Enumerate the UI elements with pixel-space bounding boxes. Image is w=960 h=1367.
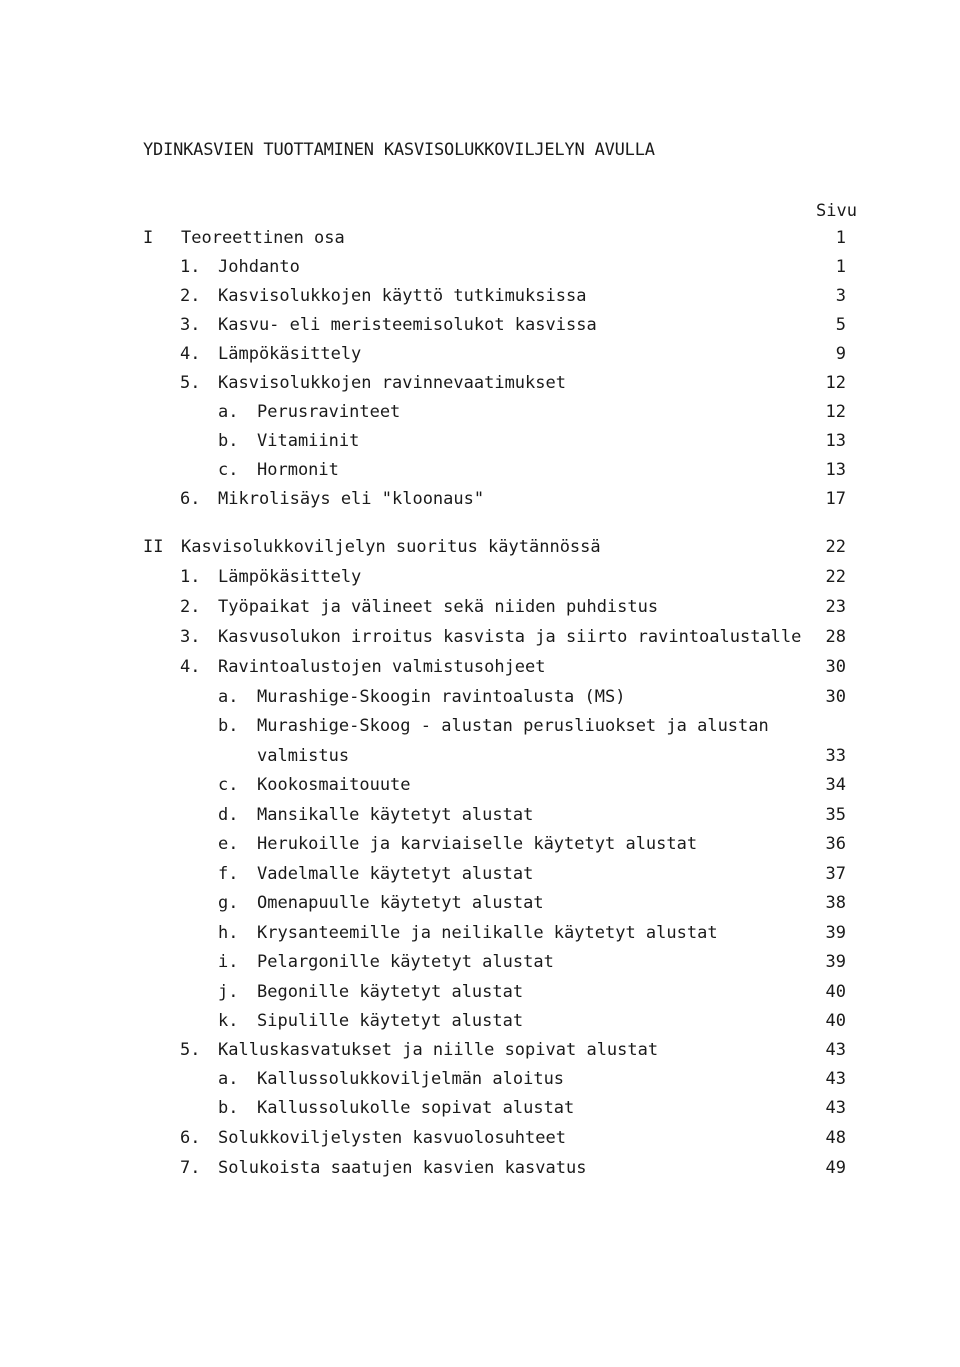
toc-page-number: 38 xyxy=(825,893,846,913)
toc-label: Begonille käytetyt alustat xyxy=(257,982,524,1002)
toc-subentry xyxy=(0,982,960,1006)
toc-label: valmistus xyxy=(257,746,350,766)
toc-entry-number: 3. xyxy=(180,315,201,335)
toc-subentry-letter: a. xyxy=(218,1069,239,1089)
toc-page-number: 43 xyxy=(825,1040,846,1060)
toc-page-number: 9 xyxy=(835,344,846,364)
toc-label: Sipulille käytetyt alustat xyxy=(257,1011,524,1031)
toc-label: Perusravinteet xyxy=(257,402,401,422)
toc-page-number: 12 xyxy=(825,373,846,393)
toc-entry xyxy=(0,489,960,513)
toc-entry xyxy=(0,286,960,310)
toc-entry-number: 4. xyxy=(180,344,201,364)
toc-label: Kasvusolukon irroitus kasvista ja siirto ravintoalustalle xyxy=(218,627,802,647)
toc-entry xyxy=(0,567,960,591)
toc-subentry-letter: c. xyxy=(218,775,239,795)
toc-roman-numeral: I xyxy=(143,228,154,248)
toc-page-number: 43 xyxy=(825,1098,846,1118)
toc-label: Kasvisolukkojen ravinnevaatimukset xyxy=(218,373,566,393)
toc-subentry xyxy=(0,402,960,426)
toc-subentry-letter: h. xyxy=(218,923,239,943)
toc-page-number: 49 xyxy=(825,1158,846,1178)
toc-entry-number: 2. xyxy=(180,597,201,617)
toc-page-number: 39 xyxy=(825,923,846,943)
toc-entry xyxy=(0,657,960,681)
toc-subentry-letter: a. xyxy=(218,687,239,707)
toc-subentry-letter: j. xyxy=(218,982,239,1002)
toc-subentry-letter: b. xyxy=(218,1098,239,1118)
toc-label: Solukkoviljelysten kasvuolosuhteet xyxy=(218,1128,566,1148)
toc-subentry xyxy=(0,864,960,888)
toc-entry-number: 1. xyxy=(180,567,201,587)
toc-page-number: 40 xyxy=(825,1011,846,1031)
toc-label: Herukoille ja karviaiselle käytetyt alustat xyxy=(257,834,698,854)
toc-page-number: 28 xyxy=(825,627,846,647)
toc-label: Kallussolukolle sopivat alustat xyxy=(257,1098,575,1118)
toc-page-number: 34 xyxy=(825,775,846,795)
toc-page-number: 39 xyxy=(825,952,846,972)
toc-label: Mansikalle käytetyt alustat xyxy=(257,805,534,825)
toc-label: Kasvu- eli meristeemisolukot kasvissa xyxy=(218,315,597,335)
toc-entry xyxy=(0,1040,960,1064)
toc-subentry xyxy=(0,716,960,740)
toc-entry-number: 6. xyxy=(180,1128,201,1148)
toc-subentry-letter: f. xyxy=(218,864,239,884)
toc-entry-number: 5. xyxy=(180,1040,201,1060)
toc-subentry-continuation xyxy=(0,746,960,770)
toc-entry-number: 2. xyxy=(180,286,201,306)
document-title: YDINKASVIEN TUOTTAMINEN KASVISOLUKKOVILJELYN AVULLA xyxy=(143,140,655,160)
toc-subentry-letter: c. xyxy=(218,460,239,480)
toc-subentry xyxy=(0,1098,960,1122)
toc-page-number: 17 xyxy=(825,489,846,509)
toc-section-1 xyxy=(0,228,960,252)
toc-subentry-letter: d. xyxy=(218,805,239,825)
toc-subentry xyxy=(0,923,960,947)
toc-label: Mikrolisäys eli "kloonaus" xyxy=(218,489,485,509)
toc-label: Kookosmaitouute xyxy=(257,775,411,795)
toc-section-2 xyxy=(0,537,960,561)
toc-page-number: 30 xyxy=(825,657,846,677)
toc-label: Murashige-Skoog - alustan perusliuokset ja alustan xyxy=(257,716,769,736)
toc-page-number: 1 xyxy=(835,228,846,248)
toc-label: Työpaikat ja välineet sekä niiden puhdistus xyxy=(218,597,659,617)
toc-entry xyxy=(0,315,960,339)
toc-subentry xyxy=(0,460,960,484)
toc-label: Pelargonille käytetyt alustat xyxy=(257,952,554,972)
toc-entry-number: 1. xyxy=(180,257,201,277)
toc-label: Murashige-Skoogin ravintoalusta (MS) xyxy=(257,687,626,707)
toc-label: Johdanto xyxy=(218,257,300,277)
toc-page-number: 13 xyxy=(825,431,846,451)
toc-label: Omenapuulle käytetyt alustat xyxy=(257,893,544,913)
toc-subentry-letter: i. xyxy=(218,952,239,972)
toc-subentry xyxy=(0,687,960,711)
toc-page-number: 13 xyxy=(825,460,846,480)
toc-subentry-letter: e. xyxy=(218,834,239,854)
toc-subentry xyxy=(0,775,960,799)
toc-subentry xyxy=(0,952,960,976)
toc-page-number: 5 xyxy=(835,315,846,335)
toc-subentry xyxy=(0,893,960,917)
toc-page-number: 35 xyxy=(825,805,846,825)
toc-entry xyxy=(0,344,960,368)
toc-subentry-letter: b. xyxy=(218,431,239,451)
toc-subentry xyxy=(0,1069,960,1093)
toc-label: Solukoista saatujen kasvien kasvatus xyxy=(218,1158,587,1178)
toc-page-number: 43 xyxy=(825,1069,846,1089)
toc-subentry-letter: b. xyxy=(218,716,239,736)
toc-entry xyxy=(0,597,960,621)
toc-page-number: 1 xyxy=(835,257,846,277)
toc-subentry xyxy=(0,431,960,455)
toc-subentry-letter: g. xyxy=(218,893,239,913)
toc-label: Lämpökäsittely xyxy=(218,567,362,587)
toc-page-number: 3 xyxy=(835,286,846,306)
toc-entry-number: 3. xyxy=(180,627,201,647)
toc-entry-number: 7. xyxy=(180,1158,201,1178)
toc-subentry xyxy=(0,805,960,829)
toc-roman-numeral: II xyxy=(143,537,164,557)
toc-label: Kasvisolukkoviljelyn suoritus käytännössä xyxy=(181,537,601,557)
toc-entry xyxy=(0,1158,960,1182)
toc-label: Ravintoalustojen valmistusohjeet xyxy=(218,657,546,677)
toc-page-number: 23 xyxy=(825,597,846,617)
toc-label: Vadelmalle käytetyt alustat xyxy=(257,864,534,884)
page-column-header: Sivu xyxy=(816,201,857,221)
toc-entry-number: 4. xyxy=(180,657,201,677)
toc-page-number: 12 xyxy=(825,402,846,422)
toc-page-number: 36 xyxy=(825,834,846,854)
toc-subentry xyxy=(0,834,960,858)
toc-label: Kasvisolukkojen käyttö tutkimuksissa xyxy=(218,286,587,306)
toc-page-number: 22 xyxy=(825,537,846,557)
toc-page-number: 37 xyxy=(825,864,846,884)
toc-label: Lämpökäsittely xyxy=(218,344,362,364)
toc-subentry-letter: a. xyxy=(218,402,239,422)
toc-label: Kallussolukkoviljelmän aloitus xyxy=(257,1069,565,1089)
toc-page-number: 48 xyxy=(825,1128,846,1148)
toc-label: Teoreettinen osa xyxy=(181,228,345,248)
toc-entry xyxy=(0,373,960,397)
toc-label: Vitamiinit xyxy=(257,431,360,451)
toc-page-number: 30 xyxy=(825,687,846,707)
toc-entry-number: 5. xyxy=(180,373,201,393)
toc-page-number: 22 xyxy=(825,567,846,587)
toc-entry xyxy=(0,257,960,281)
toc-label: Hormonit xyxy=(257,460,339,480)
toc-entry xyxy=(0,627,960,651)
toc-label: Krysanteemille ja neilikalle käytetyt alustat xyxy=(257,923,718,943)
toc-entry xyxy=(0,1128,960,1152)
toc-entry-number: 6. xyxy=(180,489,201,509)
toc-label: Kalluskasvatukset ja niille sopivat alustat xyxy=(218,1040,659,1060)
toc-page-number: 40 xyxy=(825,982,846,1002)
toc-subentry xyxy=(0,1011,960,1035)
toc-subentry-letter: k. xyxy=(218,1011,239,1031)
toc-page-number: 33 xyxy=(825,746,846,766)
